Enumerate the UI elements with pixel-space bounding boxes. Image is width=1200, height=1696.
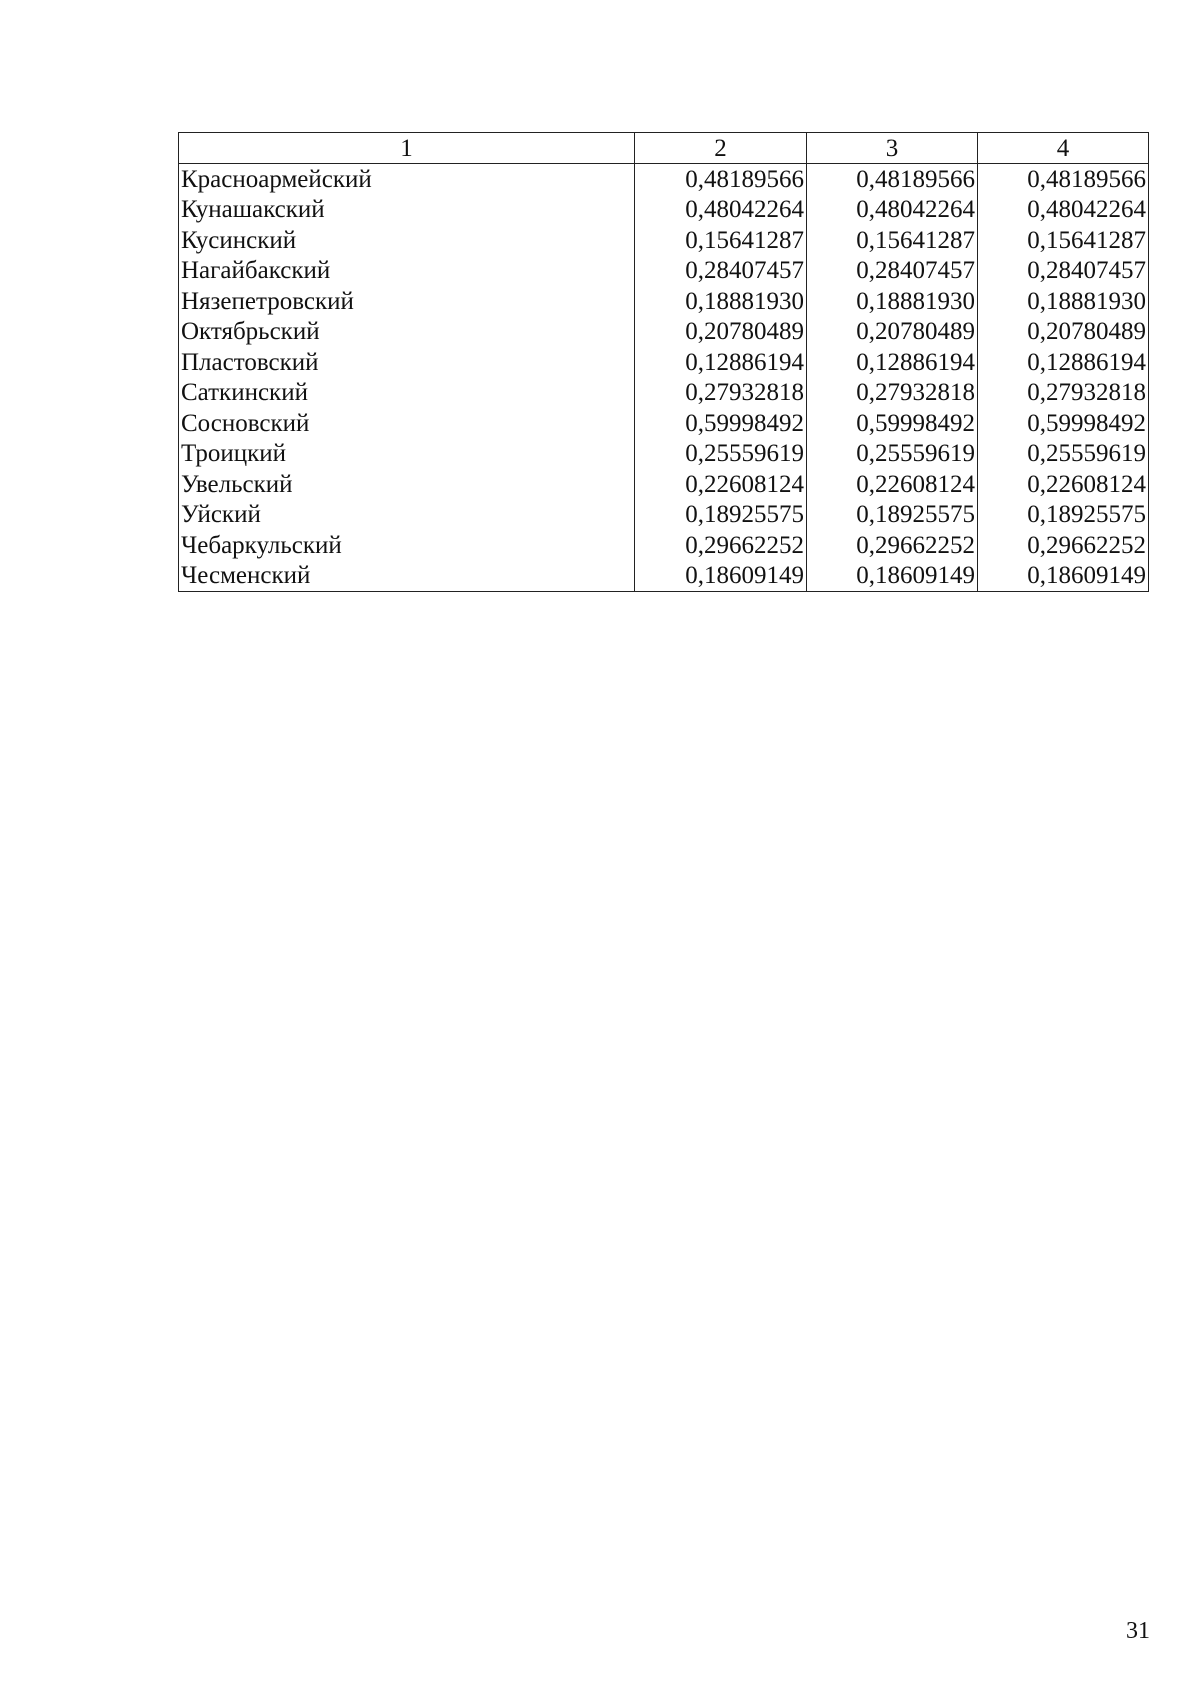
district-name-cell: Троицкий <box>179 439 635 470</box>
value-cell-col-3: 0,48042264 <box>807 195 978 226</box>
value-cell-col-2: 0,25559619 <box>635 439 807 470</box>
table-row <box>179 561 1149 592</box>
district-name-cell: Кусинский <box>179 225 635 256</box>
value-cell-col-4: 0,18925575 <box>978 500 1149 531</box>
table-row <box>179 408 1149 439</box>
table-row <box>179 530 1149 561</box>
district-name-cell: Уйский <box>179 500 635 531</box>
header-row <box>179 133 1149 164</box>
value-cell-col-2: 0,12886194 <box>635 347 807 378</box>
value-cell-col-3: 0,28407457 <box>807 256 978 287</box>
value-cell-col-4: 0,20780489 <box>978 317 1149 348</box>
value-cell-col-2: 0,18925575 <box>635 500 807 531</box>
value-cell-col-4: 0,12886194 <box>978 347 1149 378</box>
value-cell-col-3: 0,29662252 <box>807 530 978 561</box>
value-cell-col-3: 0,25559619 <box>807 439 978 470</box>
table-body <box>179 164 1149 592</box>
table-row <box>179 225 1149 256</box>
value-cell-col-2: 0,18881930 <box>635 286 807 317</box>
value-cell-col-3: 0,20780489 <box>807 317 978 348</box>
value-cell-col-4: 0,48042264 <box>978 195 1149 226</box>
value-cell-col-3: 0,18881930 <box>807 286 978 317</box>
district-name-cell: Кунашакский <box>179 195 635 226</box>
district-name-cell: Нязепетровский <box>179 286 635 317</box>
district-name-cell: Октябрьский <box>179 317 635 348</box>
district-name-cell: Увельский <box>179 469 635 500</box>
table-row <box>179 378 1149 409</box>
value-cell-col-3: 0,12886194 <box>807 347 978 378</box>
value-cell-col-4: 0,25559619 <box>978 439 1149 470</box>
value-cell-col-2: 0,15641287 <box>635 225 807 256</box>
district-name-cell: Пластовский <box>179 347 635 378</box>
value-cell-col-2: 0,29662252 <box>635 530 807 561</box>
value-cell-col-4: 0,48189566 <box>978 164 1149 195</box>
table-header <box>179 133 1149 164</box>
value-cell-col-2: 0,28407457 <box>635 256 807 287</box>
value-cell-col-4: 0,29662252 <box>978 530 1149 561</box>
table-row <box>179 195 1149 226</box>
value-cell-col-4: 0,15641287 <box>978 225 1149 256</box>
table-row <box>179 469 1149 500</box>
value-cell-col-4: 0,59998492 <box>978 408 1149 439</box>
table-row <box>179 164 1149 195</box>
value-cell-col-2: 0,48042264 <box>635 195 807 226</box>
district-name-cell: Саткинский <box>179 378 635 409</box>
value-cell-col-3: 0,48189566 <box>807 164 978 195</box>
header-cell-col-1: 1 <box>179 133 635 164</box>
district-name-cell: Чебаркульский <box>179 530 635 561</box>
table-row <box>179 256 1149 287</box>
table-row <box>179 500 1149 531</box>
value-cell-col-3: 0,18609149 <box>807 561 978 592</box>
district-name-cell: Сосновский <box>179 408 635 439</box>
district-name-cell: Красноармейский <box>179 164 635 195</box>
district-name-cell: Чесменский <box>179 561 635 592</box>
district-name-cell: Нагайбакский <box>179 256 635 287</box>
value-cell-col-3: 0,15641287 <box>807 225 978 256</box>
value-cell-col-2: 0,20780489 <box>635 317 807 348</box>
value-cell-col-4: 0,28407457 <box>978 256 1149 287</box>
value-cell-col-3: 0,18925575 <box>807 500 978 531</box>
header-cell-col-2: 2 <box>635 133 807 164</box>
value-cell-col-4: 0,22608124 <box>978 469 1149 500</box>
header-cell-col-4: 4 <box>978 133 1149 164</box>
value-cell-col-2: 0,48189566 <box>635 164 807 195</box>
value-cell-col-4: 0,18881930 <box>978 286 1149 317</box>
value-cell-col-2: 0,59998492 <box>635 408 807 439</box>
value-cell-col-3: 0,22608124 <box>807 469 978 500</box>
page-number: 31 <box>1126 1618 1150 1644</box>
value-cell-col-3: 0,59998492 <box>807 408 978 439</box>
table-row <box>179 286 1149 317</box>
data-table <box>178 132 1149 592</box>
value-cell-col-4: 0,18609149 <box>978 561 1149 592</box>
table-row <box>179 347 1149 378</box>
header-cell-col-3: 3 <box>807 133 978 164</box>
value-cell-col-4: 0,27932818 <box>978 378 1149 409</box>
value-cell-col-2: 0,22608124 <box>635 469 807 500</box>
table-row <box>179 439 1149 470</box>
value-cell-col-2: 0,27932818 <box>635 378 807 409</box>
value-cell-col-2: 0,18609149 <box>635 561 807 592</box>
table-row <box>179 317 1149 348</box>
value-cell-col-3: 0,27932818 <box>807 378 978 409</box>
